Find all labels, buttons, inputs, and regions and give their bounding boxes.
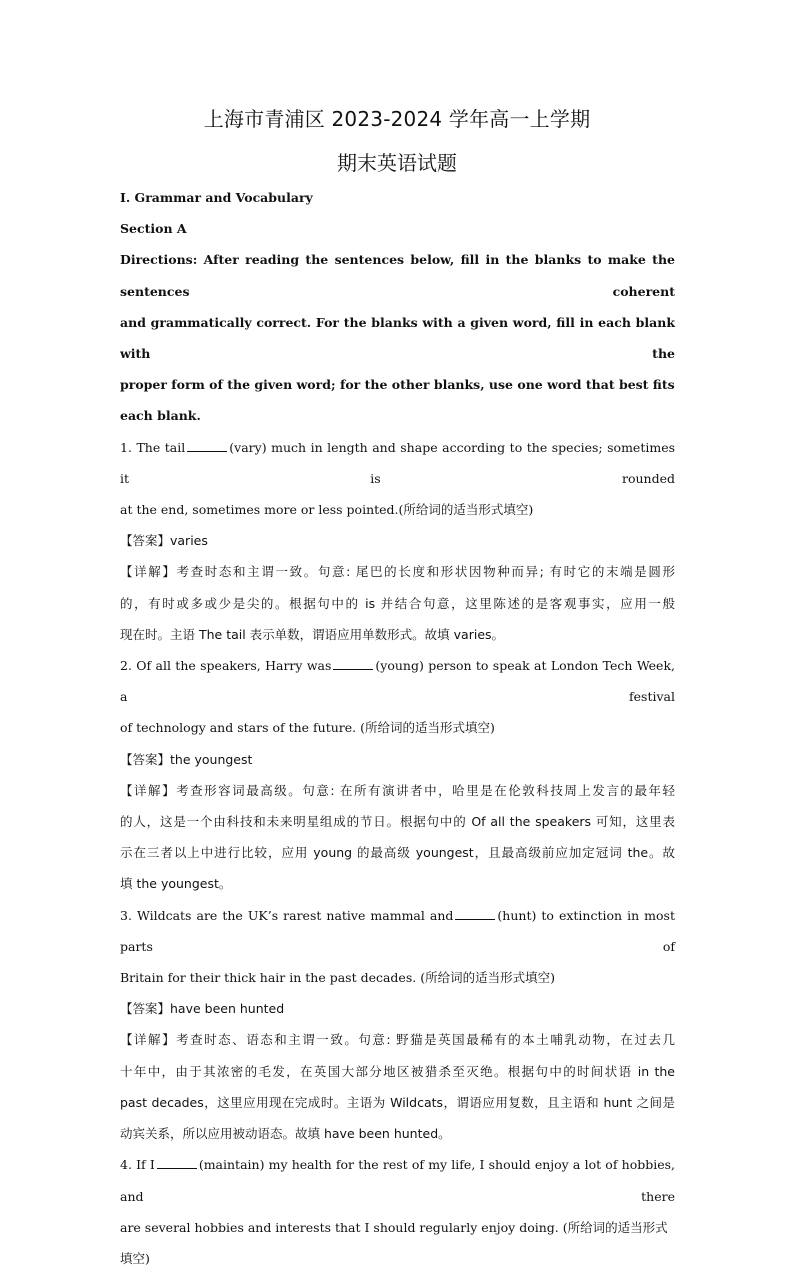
detail-line: 填 the youngest。: [120, 876, 232, 892]
question-text: 2. Of all the speakers, Harry was: [120, 658, 332, 674]
detail-line: 的，有时或多或少是尖的。根据句中的 is 并结合句意，这里陈述的是客观事实，应用一般: [120, 595, 675, 611]
detail-line: past decades，这里应用现在完成时。主语为 Wildcats，谓语应用复数，且主语和 hunt 之间是: [120, 1094, 675, 1110]
question-2-line-2: of technology and stars of the future. (所给词的适当形式填空): [120, 720, 495, 736]
answer-blank: [187, 450, 227, 452]
detail-line: 【详解】考查形容词最高级。句意: 在所有演讲者中，哈里是在伦敦科技周上发言的最年轻: [120, 782, 675, 798]
question-4-line-1: [120, 1149, 675, 1211]
directions-line: Directions: After reading the sentences below, fill in the blanks to make the sentences coherent: [120, 252, 675, 299]
answer-line: 【答案】the youngest: [120, 751, 253, 767]
answer-line: 【答案】varies: [120, 533, 208, 549]
answer-blank: [455, 918, 495, 920]
answer-line: 【答案】have been hunted: [120, 1001, 285, 1017]
question-1-line-1: [120, 432, 675, 494]
question-text: (maintain) my health for the rest of my life, I should enjoy a lot of hobbies, and there: [120, 1157, 676, 1204]
answer-blank: [157, 1167, 197, 1169]
question-4-line-2: are several hobbies and interests that I should regularly enjoy doing. (所给词的适当形式填空): [120, 1219, 668, 1266]
document-title-line1: 上海市青浦区 2023-2024 学年高一上学期: [203, 107, 591, 131]
detail-line: 的人，这是一个由科技和未来明星组成的节日。根据句中的 Of all the speakers 可知，这里表: [120, 814, 675, 830]
question-1-line-2: at the end, sometimes more or less pointed.(所给词的适当形式填空): [120, 502, 534, 518]
question-text: (young) person to speak at London Tech Week, a festival: [120, 658, 675, 705]
detail-line: 【详解】考查时态、语态和主谓一致。句意: 野猫是英国最稀有的本土哺乳动物，在过去几: [120, 1032, 675, 1048]
question-text: 3. Wildcats are the UK’s rarest native mammal and: [120, 907, 454, 923]
answer-blank: [333, 668, 373, 670]
detail-line: 现在时。主语 The tail 表示单数，谓语应用单数形式。故填 varies。: [120, 626, 505, 642]
detail-line: 十年中，由于其浓密的毛发，在英国大部分地区被猎杀至灭绝。根据句中的时间状语 in the: [120, 1063, 675, 1079]
section-heading: I. Grammar and Vocabulary: [120, 190, 313, 205]
directions-line: proper form of the given word; for the other blanks, use one word that best fits each blank.: [120, 377, 675, 424]
detail-line: 动宾关系，所以应用被动语态。故填 have been hunted。: [120, 1126, 451, 1142]
directions-line: and grammatically correct. For the blanks with a given word, fill in each blank with the: [120, 314, 675, 362]
subsection-heading: Section A: [120, 221, 187, 237]
question-text: 4. If I: [120, 1157, 155, 1173]
question-text: (vary) much in length and shape according to the species; sometimes it is rounded: [120, 439, 676, 486]
detail-line: 【详解】考查时态和主谓一致。句意: 尾巴的长度和形状因物种而异; 有时它的末端是圆形: [120, 564, 675, 580]
question-text: (hunt) to extinction in most parts of: [120, 907, 675, 954]
document-content: [120, 182, 675, 1274]
question-text: 1. The tail: [120, 439, 186, 455]
question-2-line-1: [120, 650, 675, 712]
question-3-line-1: [120, 900, 675, 962]
question-3-line-2: Britain for their thick hair in the past decades. (所给词的适当形式填空): [120, 970, 555, 986]
detail-line: 示在三者以上中进行比较，应用 young 的最高级 youngest，且最高级前应加定冠词 the。故: [120, 845, 675, 861]
document-title-line2: 期末英语试题: [337, 151, 457, 175]
